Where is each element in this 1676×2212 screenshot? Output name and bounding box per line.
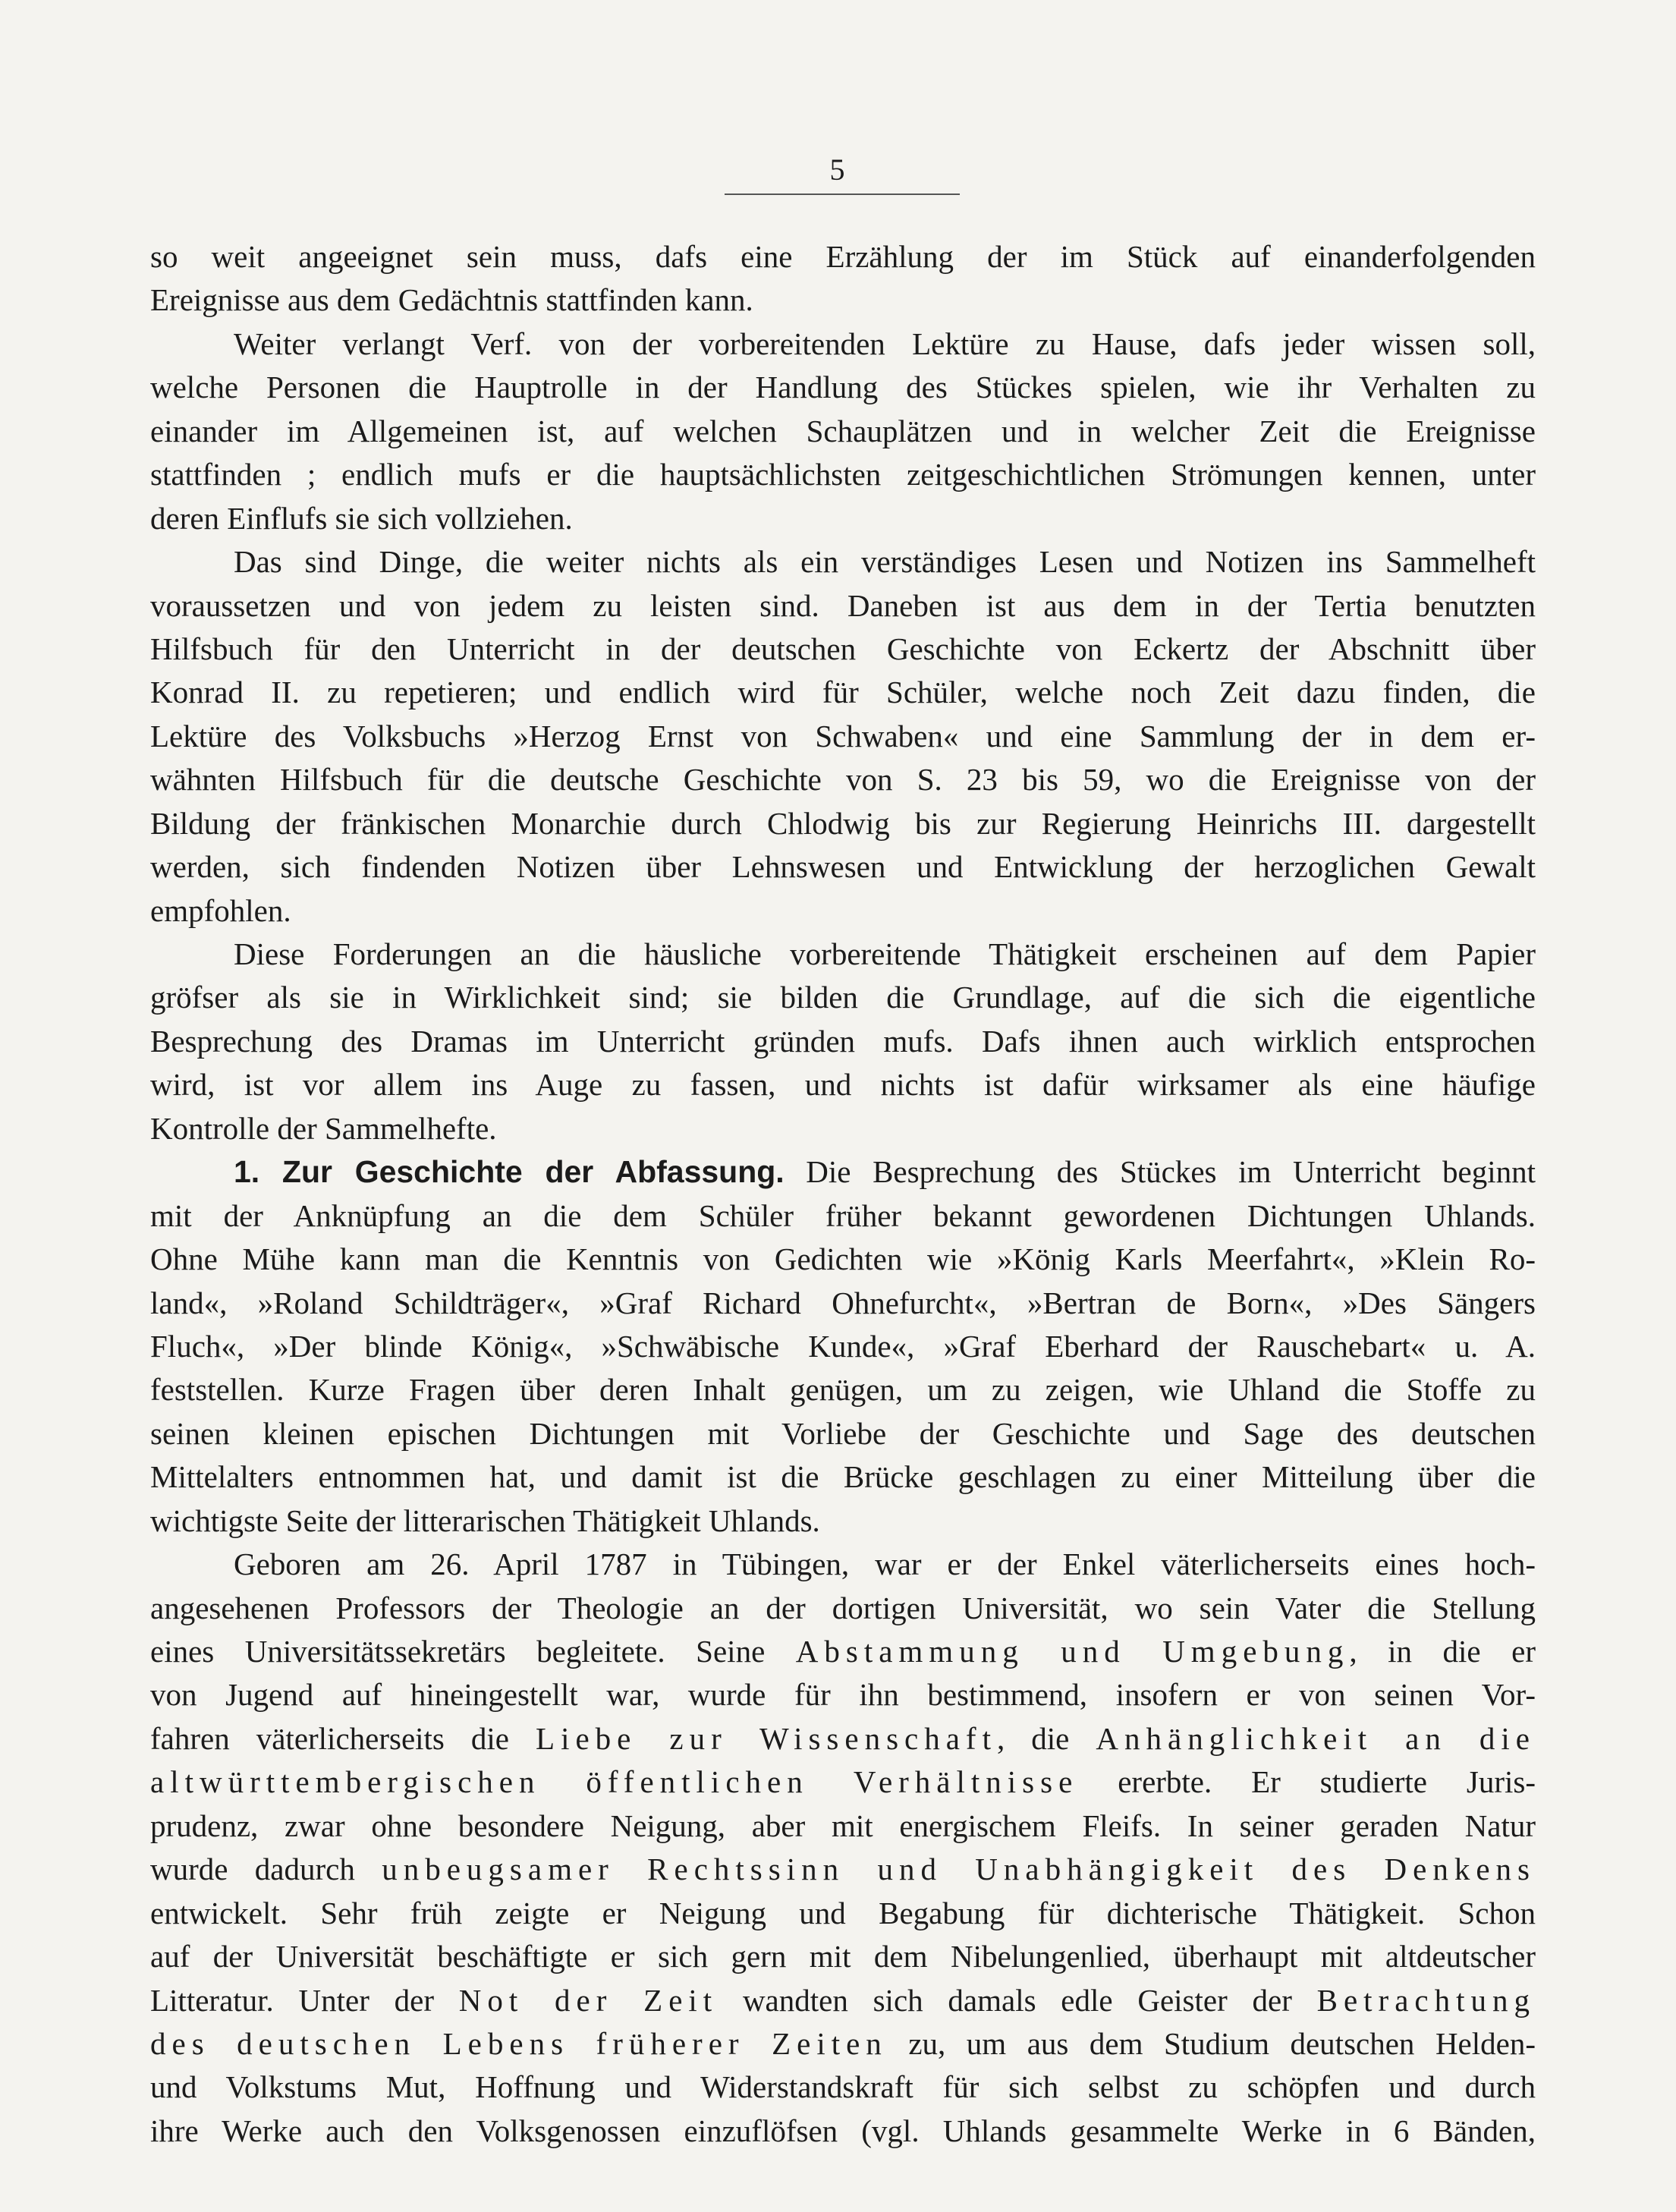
text-line <box>150 1979 1536 2022</box>
section-heading: 1. Zur Geschichte der Abfassung. <box>234 1154 785 1190</box>
text-line: und Volkstums Mut, Hoffnung und Widerstandskraft für sich selbst zu schöpfen und durch <box>150 2069 1536 2105</box>
text-line: voraussetzen und von jedem zu leisten sind. Daneben ist aus dem in der Tertia benutzten <box>150 587 1536 623</box>
text-run: Litteratur. Unter der <box>150 1982 459 2018</box>
text-run: fahren väterlicherseits die <box>150 1720 536 1756</box>
text-line: ihre Werke auch den Volksgenossen einzuflöfsen (vgl. Uhlands gesammelte Werke in 6 Bänden, <box>150 2113 1536 2148</box>
text-line: Ohne Mühe kann man die Kenntnis von Gedichten wie »König Karls Meerfahrt«, »Klein Ro- <box>150 1241 1536 1277</box>
spaced-emphasis: des deutschen Lebens früherer Zeiten <box>150 2025 888 2061</box>
text-line: wähnten Hilfsbuch für die deutsche Geschichte von S. 23 bis 59, wo die Ereignisse von der <box>150 762 1536 798</box>
spaced-emphasis: unbeugsamer Rechtssinn und Unabhängigkeit des Denkens <box>382 1852 1536 1887</box>
text-line: gröfser als sie in Wirklichkeit sind; sie bilden die Grundlage, auf die sich die eigentliche <box>150 980 1536 1015</box>
section-heading-line <box>150 1150 1536 1194</box>
text-line: feststellen. Kurze Fragen über deren Inhalt genügen, um zu zeigen, wie Uhland die Stoffe zu <box>150 1372 1536 1408</box>
text-line: Das sind Dinge, die weiter nichts als ein verständiges Lesen und Notizen ins Sammelheft <box>234 544 1536 580</box>
text-line: wichtigste Seite der litterarischen Thätigkeit Uhlands. <box>150 1502 820 1538</box>
text-run: Die Besprechung des Stückes im Unterricht beginnt <box>784 1154 1536 1190</box>
text-line <box>150 1630 1536 1673</box>
spaced-emphasis: Abstammung und Umgebung <box>795 1634 1350 1669</box>
text-line: Konrad II. zu repetieren; und endlich wird für Schüler, welche noch Zeit dazu finden, die <box>150 675 1536 710</box>
text-line: Diese Forderungen an die häusliche vorbereitende Thätigkeit erscheinen auf dem Papier <box>234 936 1536 971</box>
text-line: Mittelalters entnommen hat, und damit ist die Brücke geschlagen zu einer Mitteilung über die <box>150 1459 1536 1495</box>
text-line: entwickelt. Sehr früh zeigte er Neigung und Begabung für dichterische Thätigkeit. Schon <box>150 1895 1536 1930</box>
text-line: angesehenen Professors der Theologie an der dortigen Universität, wo sein Vater die Stellung <box>150 1590 1536 1625</box>
text-line: stattfinden ; endlich mufs er die hauptsächlichsten zeitgeschichtlichen Strömungen kennen, unter <box>150 457 1536 492</box>
text-run: , die <box>996 1720 1096 1756</box>
text-line: wird, ist vor allem ins Auge zu fassen, und nichts ist dafür wirksamer als eine häufige <box>150 1067 1536 1103</box>
text-line: Kontrolle der Sammelhefte. <box>150 1110 497 1146</box>
text-line <box>150 1848 1536 1891</box>
text-line: Fluch«, »Der blinde König«, »Schwäbische Kunde«, »Graf Eberhard der Rauschebart« u. A. <box>150 1328 1536 1364</box>
text-line: prudenz, zwar ohne besondere Neigung, aber mit energischem Fleifs. In seiner geraden Natur <box>150 1808 1536 1843</box>
text-run: wandten sich damals edle Geister der <box>718 1982 1317 2018</box>
text-line: mit der Anknüpfung an die dem Schüler früher bekannt gewordenen Dichtungen Uhlands. <box>150 1197 1536 1233</box>
spaced-emphasis: Betrachtung <box>1316 1982 1536 2018</box>
text-run: ererbte. Er studierte Juris- <box>1078 1764 1536 1800</box>
text-line: von Jugend auf hineingestellt war, wurde für ihn bestimmend, insofern er von seinen Vor- <box>150 1677 1536 1713</box>
text-line: Lektüre des Volksbuchs »Herzog Ernst von Schwaben« und eine Sammlung der in dem er- <box>150 718 1536 754</box>
page-number: 5 <box>829 153 847 187</box>
spaced-emphasis: Liebe zur Wissenschaft <box>536 1720 997 1756</box>
text-line: Geboren am 26. April 1787 in Tübingen, war er der Enkel väterlicherseits eines hoch- <box>234 1547 1536 1582</box>
text-line: werden, sich findenden Notizen über Lehnswesen und Entwicklung der herzoglichen Gewalt <box>150 849 1536 885</box>
text-line: Bildung der fränkischen Monarchie durch Chlodwig bis zur Regierung Heinrichs III. dargestellt <box>150 805 1536 841</box>
spaced-emphasis: altwürttembergischen öffentlichen Verhältnisse <box>150 1764 1079 1800</box>
spaced-emphasis: Not der Zeit <box>458 1982 719 2018</box>
text-line <box>150 2022 1536 2066</box>
text-line: empfohlen. <box>150 892 291 928</box>
body-text <box>150 235 1536 2153</box>
text-line: seinen kleinen epischen Dichtungen mit Vorliebe der Geschichte und Sage des deutschen <box>150 1415 1536 1451</box>
text-line <box>150 1760 1536 1804</box>
text-run: eines Universitätssekretärs begleitete. Seine <box>150 1634 796 1669</box>
text-run: , in die er <box>1349 1634 1536 1669</box>
text-line: welche Personen die Hauptrolle in der Handlung des Stückes spielen, wie ihr Verhalten zu <box>150 370 1536 405</box>
text-run: wurde dadurch <box>150 1852 382 1887</box>
text-line: so weit angeeignet sein muss, dafs eine Erzählung der im Stück auf einanderfolgenden <box>150 239 1536 274</box>
text-line: einander im Allgemeinen ist, auf welchen Schauplätzen und in welcher Zeit die Ereignisse <box>150 413 1536 448</box>
text-run: zu, um aus dem Studium deutschen Helden- <box>887 2025 1536 2061</box>
text-line: deren Einflufs sie sich vollziehen. <box>150 500 573 536</box>
text-line: Besprechung des Dramas im Unterricht gründen mufs. Dafs ihnen auch wirklich entsprochen <box>150 1023 1536 1059</box>
text-line: land«, »Roland Schildträger«, »Graf Richard Ohnefurcht«, »Bertran de Born«, »Des Sängers <box>150 1285 1536 1320</box>
text-line: auf der Universität beschäftigte er sich gern mit dem Nibelungenlied, überhaupt mit altdeutscher <box>150 1939 1536 1974</box>
spaced-emphasis: Anhänglichkeit an die <box>1096 1720 1536 1756</box>
text-line: Hilfsbuch für den Unterricht in der deutschen Geschichte von Eckertz der Abschnitt über <box>150 631 1536 666</box>
text-line: Weiter verlangt Verf. von der vorbereitenden Lektüre zu Hause, dafs jeder wissen soll, <box>234 326 1536 361</box>
text-line: Ereignisse aus dem Gedächtnis stattfinden kann. <box>150 282 753 318</box>
header-rule <box>725 194 960 195</box>
text-line <box>150 1717 1536 1760</box>
